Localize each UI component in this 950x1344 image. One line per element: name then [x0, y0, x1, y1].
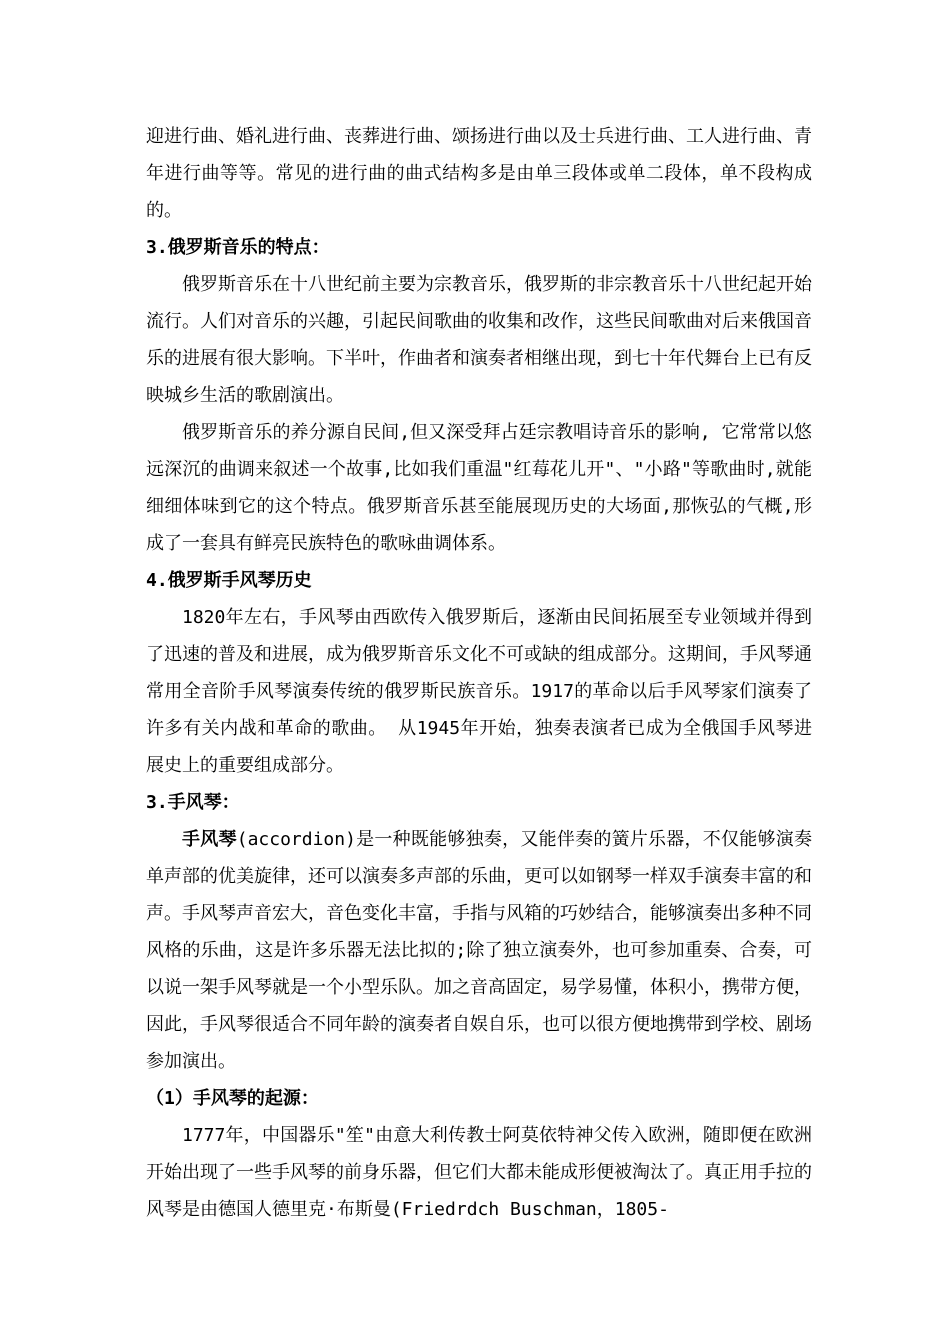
heading-russian-music-features: 3.俄罗斯音乐的特点： — [146, 237, 330, 258]
paragraph-march-types: 迎进行曲、婚礼进行曲、丧葬进行曲、颂扬进行曲以及士兵进行曲、工人进行曲、青年进行曲等等。常见的进行曲的曲式结构多是由单三段体或单二段体，单不段构成的。 — [146, 126, 812, 221]
document-body — [146, 118, 812, 1228]
heading-accordion: 3.手风琴： — [146, 792, 240, 813]
paragraph-accordion-origin: 1777年，中国器乐"笙"由意大利传教士阿莫依特神父传入欧洲，随即便在欧洲开始出现了一些手风琴的前身乐器，但它们大都未能成形便被淘汰了。真正用手拉的风琴是由德国人德里克·布斯曼(Friedrdch Buschman，1805- — [146, 1125, 812, 1220]
accordion-description-text: (accordion)是一种既能够独奏，又能伴奏的簧片乐器，不仅能够演奏单声部的优美旋律，还可以演奏多声部的乐曲，更可以如钢琴一样双手演奏丰富的和声。手风琴声音宏大，音色变化丰富，手指与风箱的巧妙结合，能够演奏出多种不同风格的乐曲，这是许多乐器无法比拟的;除了独立演奏外，也可参加重奏、合奏，可以说一架手风琴就是一个小型乐队。加之音高固定，易学易懂，体积小，携带方便，因此，手风琴很适合不同年龄的演奏者自娱自乐，也可以很方便地携带到学校、剧场参加演出。 — [146, 829, 812, 1072]
paragraph-accordion-in-russia: 1820年左右，手风琴由西欧传入俄罗斯后，逐渐由民间拓展至专业领域并得到了迅速的普及和进展，成为俄罗斯音乐文化不可或缺的组成部分。这期间，手风琴通常用全音阶手风琴演奏传统的俄罗斯民族音乐。1917的革命以后手风琴家们演奏了许多有关内战和革命的歌曲。 从1945年开始，独奏表演者已成为全俄国手风琴进展史上的重要组成部分。 — [146, 607, 812, 776]
paragraph-russian-music-roots: 俄罗斯音乐的养分源自民间,但又深受拜占廷宗教唱诗音乐的影响, 它常常以悠远深沉的曲调来叙述一个故事,比如我们重温"红莓花儿开"、"小路"等歌曲时,就能细细体味到它的这个特点。俄罗斯音乐甚至能展现历史的大场面,那恢弘的气概,形成了一套具有鲜亮民族特色的歌咏曲调体系。 — [146, 422, 812, 554]
heading-russian-accordion-history: 4.俄罗斯手风琴历史 — [146, 570, 312, 591]
term-accordion: 手风琴 — [182, 829, 237, 850]
heading-accordion-origin: （1）手风琴的起源： — [146, 1088, 319, 1109]
paragraph-russian-music-history: 俄罗斯音乐在十八世纪前主要为宗教音乐，俄罗斯的非宗教音乐十八世纪起开始流行。人们对音乐的兴趣，引起民间歌曲的收集和改作，这些民间歌曲对后来俄国音乐的进展有很大影响。下半叶，作曲者和演奏者相继出现，到七十年代舞台上已有反映城乡生活的歌剧演出。 — [146, 274, 812, 406]
paragraph-accordion-description — [146, 821, 812, 1080]
